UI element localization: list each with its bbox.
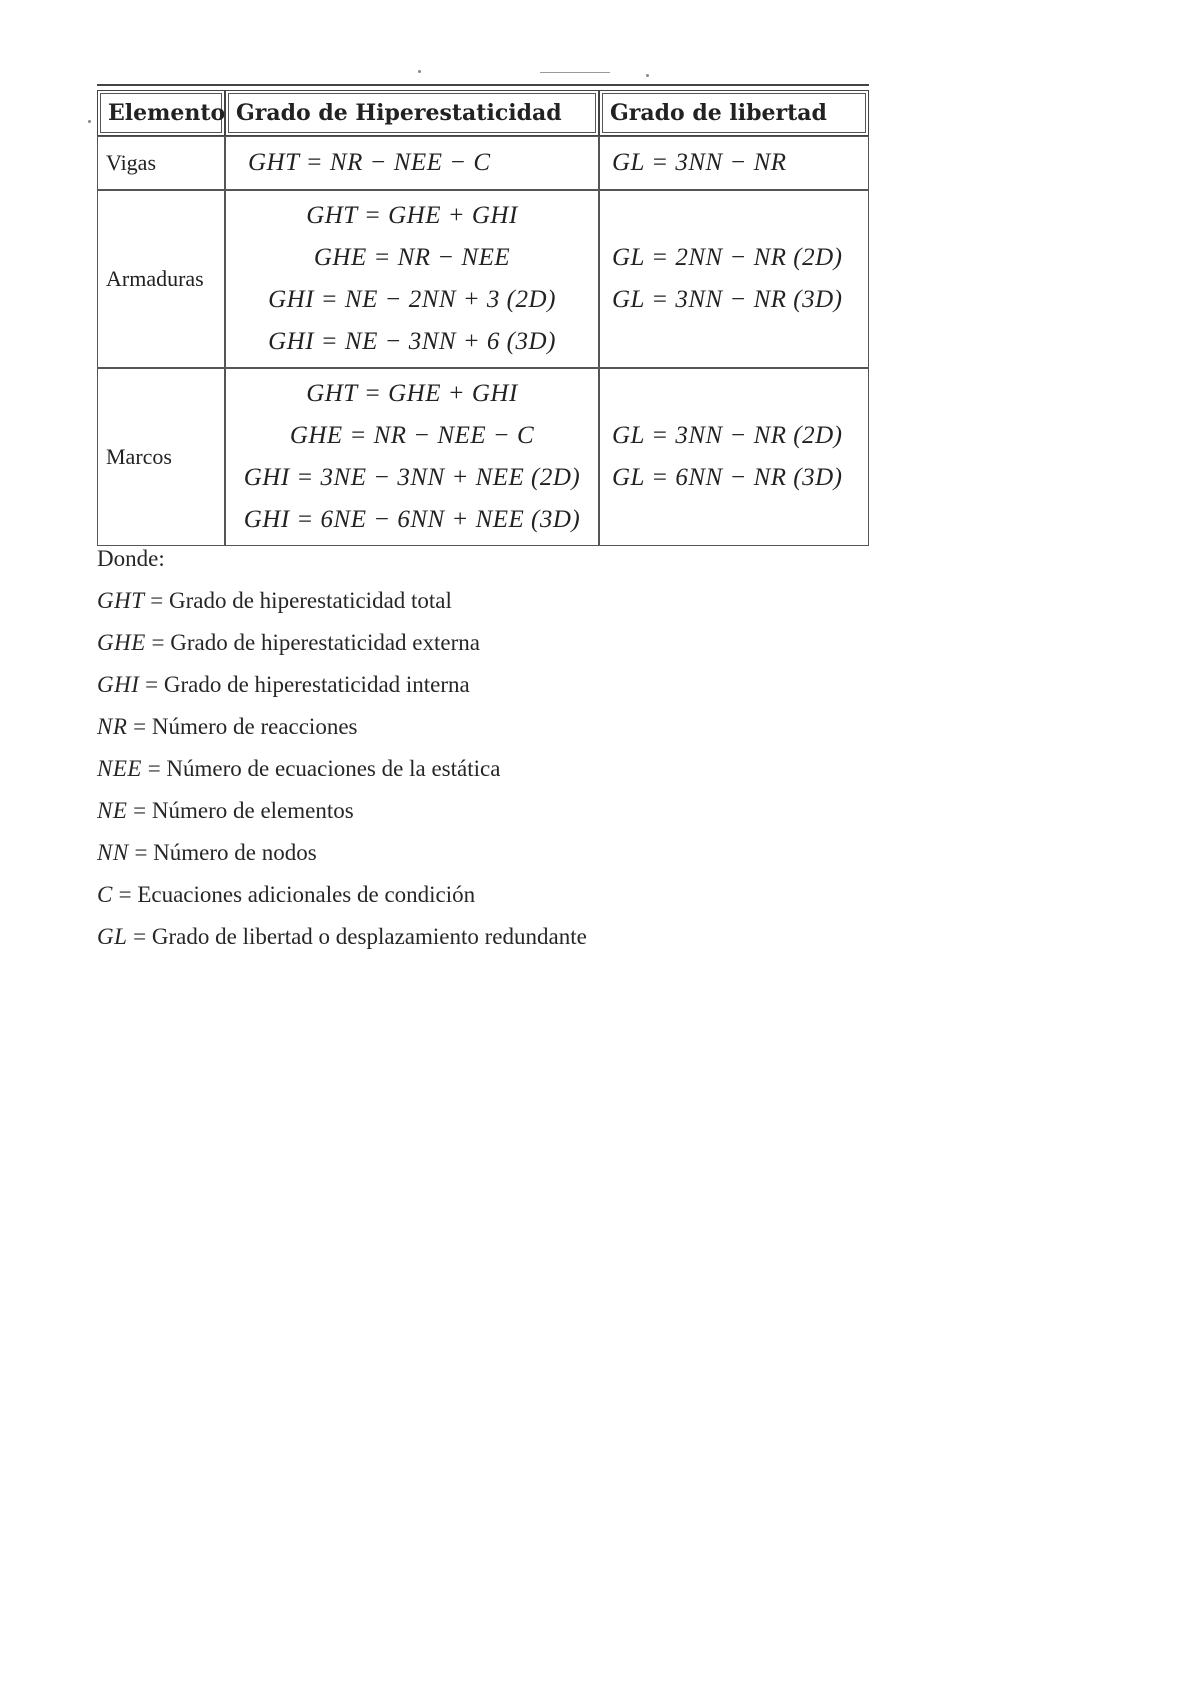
legend-text: = Grado de hiperestaticidad externa (145, 630, 480, 655)
legend-text: = Grado de hiperestaticidad total (144, 588, 452, 613)
table-header-row (97, 90, 869, 136)
table-row-armaduras (97, 190, 869, 368)
legend-text: = Grado de hiperestaticidad interna (139, 672, 470, 697)
table-row-vigas (97, 136, 869, 190)
formula: GHI = NE − 2NN + 3 (2D) (268, 286, 556, 313)
header-grado-libertad: Grado de libertad (599, 90, 869, 136)
legend (97, 538, 587, 958)
formula: GHT = GHE + GHI (306, 380, 518, 407)
legend-definition (97, 706, 587, 748)
legend-text: = Ecuaciones adicionales de condición (112, 882, 476, 907)
legend-symbol: GHT (97, 588, 145, 613)
formula: GL = 2NN − NR (2D) (612, 244, 843, 271)
header-elemento: Elemento (97, 90, 225, 136)
hyperstaticity-table-container (97, 84, 869, 546)
legend-text: = Número de reacciones (127, 714, 358, 739)
formula: GHE = NR − NEE (313, 244, 511, 271)
formula: GL = 3NN − NR (3D) (612, 286, 843, 313)
legend-symbol: NEE (97, 756, 142, 781)
element-name: Armaduras (97, 190, 225, 368)
legend-text: = Número de elementos (127, 798, 354, 823)
formula: GL = 3NN − NR (612, 149, 787, 176)
hyperstaticity-table (97, 90, 869, 546)
table-top-rule (97, 84, 869, 86)
formula: GHT = NR − NEE − C (248, 149, 491, 176)
legend-text: = Grado de libertad o desplazamiento redundante (127, 924, 587, 949)
libertad-formulas-cell (599, 136, 869, 190)
element-name: Marcos (97, 368, 225, 546)
legend-symbol: NR (97, 714, 128, 739)
legend-definition (97, 832, 587, 874)
libertad-formulas-cell (599, 368, 869, 546)
legend-symbol: NN (97, 840, 129, 865)
scan-artifact (540, 72, 610, 73)
formula: GHI = 3NE − 3NN + NEE (2D) (243, 464, 581, 491)
legend-definition (97, 874, 587, 916)
legend-definition (97, 622, 587, 664)
formula: GHI = NE − 3NN + 6 (3D) (268, 328, 556, 355)
legend-definition (97, 580, 587, 622)
formula: GL = 6NN − NR (3D) (612, 464, 843, 491)
legend-definition (97, 916, 587, 958)
formula: GL = 3NN − NR (2D) (612, 422, 843, 449)
hiper-formulas-cell (225, 368, 599, 546)
legend-text: = Número de ecuaciones de la estática (141, 756, 501, 781)
table-row-marcos (97, 368, 869, 546)
legend-symbol: GHI (97, 672, 140, 697)
legend-definition (97, 748, 587, 790)
legend-text: = Número de nodos (128, 840, 317, 865)
legend-symbol: GHE (97, 630, 146, 655)
libertad-formulas-cell (599, 190, 869, 368)
element-name: Vigas (97, 136, 225, 190)
legend-symbol: C (97, 882, 113, 907)
legend-symbol: GL (97, 924, 128, 949)
legend-intro: Donde: (97, 546, 165, 571)
legend-symbol: NE (97, 798, 128, 823)
hiper-formulas-cell (225, 190, 599, 368)
legend-definition (97, 790, 587, 832)
scan-artifact (88, 120, 91, 123)
header-grado-hiperestaticidad: Grado de Hiperestaticidad (225, 90, 599, 136)
hiper-formulas-cell (225, 136, 599, 190)
legend-definition (97, 664, 587, 706)
scan-artifact (418, 70, 421, 73)
formula: GHE = NR − NEE − C (289, 422, 535, 449)
formula: GHT = GHE + GHI (306, 202, 518, 229)
scan-artifact (646, 74, 649, 77)
formula: GHI = 6NE − 6NN + NEE (3D) (243, 506, 581, 533)
